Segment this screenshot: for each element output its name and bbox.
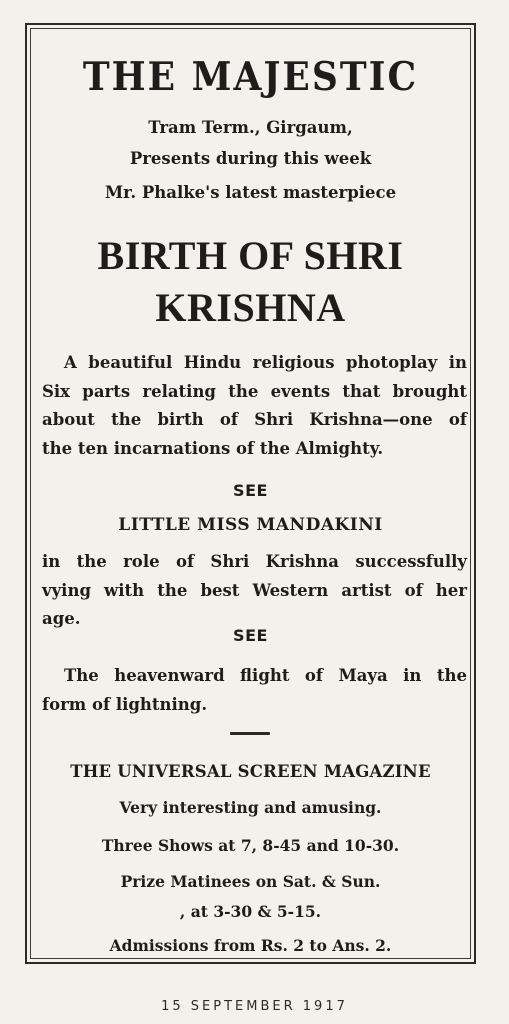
matinee-times: , at 3-30 & 5-15. <box>179 902 322 921</box>
star-description-line: in the role of Shri Krishna successfully <box>42 552 467 571</box>
description-line: about the birth of Shri Krishna—one of <box>42 410 467 429</box>
magazine-title: THE UNIVERSAL SCREEN MAGAZINE <box>70 762 431 781</box>
publication-date: 15 SEPTEMBER 1917 <box>161 999 348 1014</box>
star-name: LITTLE MISS MANDAKINI <box>118 515 383 535</box>
star-description-line: age. <box>42 609 81 628</box>
film-title-line-2: KRISHNA <box>155 285 346 330</box>
flight-description-line: form of lightning. <box>42 694 208 714</box>
star-description-line: vying with the best Western artist of her <box>42 580 467 600</box>
theatre-name: THE MAJESTIC <box>82 54 419 100</box>
admission-prices: Admissions from Rs. 2 to Ans. 2. <box>109 936 392 955</box>
star-description <box>42 548 467 634</box>
description-line: Six parts relating the events that brought <box>42 381 467 401</box>
flight-description <box>42 662 467 719</box>
magazine-description: Very interesting and amusing. <box>119 798 382 817</box>
venue-address: Tram Term., Girgaum, <box>148 118 353 137</box>
matinee-days: Prize Matinees on Sat. & Sun. <box>120 872 381 891</box>
presents-line: Presents during this week <box>129 149 372 168</box>
film-description <box>42 349 467 463</box>
divider-rule <box>230 732 270 735</box>
description-line: the ten incarnations of the Almighty. <box>42 438 384 458</box>
film-title-line-1: BIRTH OF SHRI <box>97 233 404 278</box>
see-label: SEE <box>233 481 268 500</box>
advertisement <box>34 28 467 958</box>
flight-description-line: The heavenward flight of Maya in the <box>64 666 467 685</box>
description-line: A beautiful Hindu religious photoplay in <box>64 353 467 372</box>
see-label: SEE <box>233 626 268 645</box>
show-times: Three Shows at 7, 8-45 and 10-30. <box>101 836 400 855</box>
producer-line: Mr. Phalke's latest masterpiece <box>104 183 397 202</box>
